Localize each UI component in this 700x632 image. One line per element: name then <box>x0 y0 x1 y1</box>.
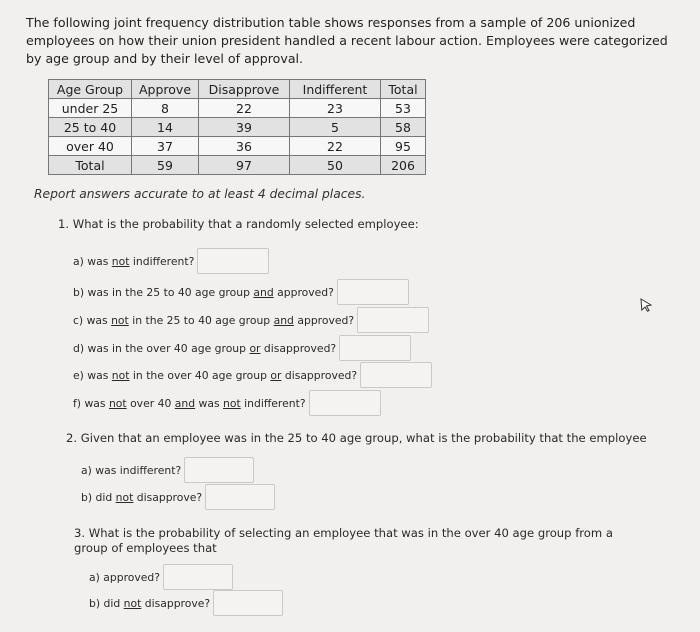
q2b-row <box>81 484 275 510</box>
table-cell: 97 <box>199 156 290 175</box>
q1b-row <box>73 279 409 305</box>
precision-note: Report answers accurate to at least 4 decimal places. <box>34 187 366 201</box>
table-cell: 58 <box>381 118 426 137</box>
q2-prompt: 2. Given that an employee was in the 25 to 40 age group, what is the probability that the employee <box>66 431 647 445</box>
table-cell: 39 <box>199 118 290 137</box>
table-row <box>49 99 426 118</box>
q3a-answer-input[interactable] <box>163 564 233 590</box>
q3a-label: a) approved? <box>89 570 161 584</box>
q1-prompt: 1. What is the probability that a randomly selected employee: <box>58 217 419 231</box>
table-cell: 5 <box>290 118 381 137</box>
q3a-row <box>89 564 233 590</box>
table-cell: Total <box>49 156 132 175</box>
header-indifferent: Indifferent <box>290 80 381 99</box>
q1c-answer-input[interactable] <box>357 307 429 333</box>
table-cell: under 25 <box>49 99 132 118</box>
intro-paragraph: The following joint frequency distribution table shows responses from a sample of 206 unionized employees on how their union president handled a recent labour action. Employees were categorized by age group and by their level of approval. <box>26 15 668 66</box>
q3b-answer-input[interactable] <box>213 590 283 616</box>
table-cell: 14 <box>132 118 199 137</box>
header-approve: Approve <box>132 80 199 99</box>
table-cell: 206 <box>381 156 426 175</box>
q1e-row <box>73 362 432 388</box>
table-cell: 23 <box>290 99 381 118</box>
table-cell: 36 <box>199 137 290 156</box>
q2b-label: b) did not disapprove? <box>81 490 203 504</box>
q1d-row <box>73 335 411 361</box>
q2b-answer-input[interactable] <box>205 484 275 510</box>
frequency-table <box>48 79 426 175</box>
table-cell: 50 <box>290 156 381 175</box>
q1e-answer-input[interactable] <box>360 362 432 388</box>
q1a-row <box>73 248 269 274</box>
q3b-label: b) did not disapprove? <box>89 596 211 610</box>
table-row <box>49 118 426 137</box>
q1c-label: c) was not in the 25 to 40 age group and approved? <box>73 313 355 327</box>
q1b-label: b) was in the 25 to 40 age group and approved? <box>73 285 334 299</box>
q2a-answer-input[interactable] <box>184 457 254 483</box>
q1b-answer-input[interactable] <box>337 279 409 305</box>
header-total: Total <box>381 80 426 99</box>
q1f-row <box>73 390 381 416</box>
table-cell: over 40 <box>49 137 132 156</box>
q1a-answer-input[interactable] <box>197 248 269 274</box>
table-cell: 53 <box>381 99 426 118</box>
q1e-label: e) was not in the over 40 age group or disapproved? <box>73 368 358 382</box>
table-cell: 22 <box>199 99 290 118</box>
table-row <box>49 156 426 175</box>
mouse-cursor-icon <box>639 298 653 312</box>
q1f-answer-input[interactable] <box>309 390 381 416</box>
table-cell: 59 <box>132 156 199 175</box>
q3-prompt: 3. What is the probability of selecting an employee that was in the over 40 age group from a group of employees that <box>74 526 613 555</box>
table-row <box>49 137 426 156</box>
table-cell: 22 <box>290 137 381 156</box>
header-disapprove: Disapprove <box>199 80 290 99</box>
table-cell: 25 to 40 <box>49 118 132 137</box>
table-header-row <box>49 80 426 99</box>
table-cell: 95 <box>381 137 426 156</box>
q3b-row <box>89 590 283 616</box>
header-age-group: Age Group <box>49 80 132 99</box>
q1c-row <box>73 307 429 333</box>
q1f-label: f) was not over 40 and was not indifferent? <box>73 396 306 410</box>
q1d-label: d) was in the over 40 age group or disapproved? <box>73 341 337 355</box>
q1d-answer-input[interactable] <box>339 335 411 361</box>
q2a-label: a) was indifferent? <box>81 463 182 477</box>
q1a-label: a) was not indifferent? <box>73 254 195 268</box>
table-cell: 37 <box>132 137 199 156</box>
table-cell: 8 <box>132 99 199 118</box>
q2a-row <box>81 457 254 483</box>
